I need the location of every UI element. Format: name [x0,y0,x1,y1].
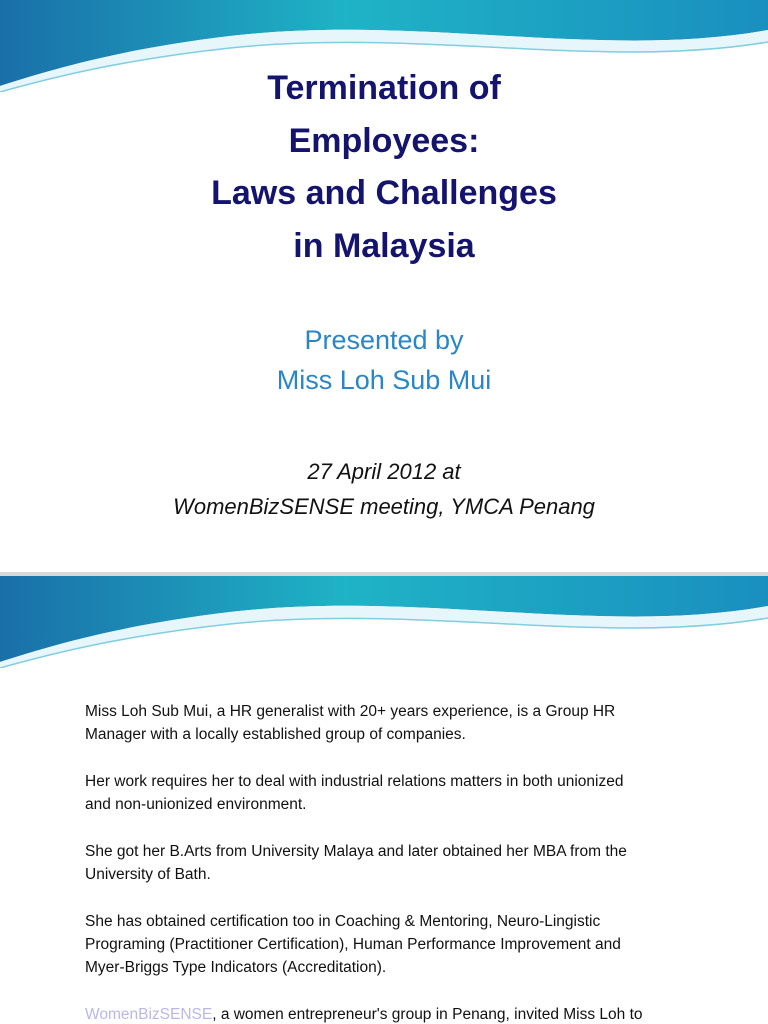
presentation-title [0,62,768,272]
event-date: 27 April 2012 at [307,459,461,484]
title-line: Laws and Challenges [211,174,557,212]
bio-line: Miss Loh Sub Mui, a HR generalist with 20+ years experience, is a Group HR [85,703,616,720]
bio-text [85,700,725,1024]
bio-line: Myer-Briggs Type Indicators (Accreditation). [85,959,387,976]
event-block [0,454,768,524]
bio-line: Her work requires her to deal with industrial relations matters in both unionized [85,773,624,790]
womenbizsense-link[interactable]: WomenBizSENSE [85,1006,213,1023]
presenter-block [0,320,768,400]
title-line: Termination of [267,69,501,107]
bio-line: and non-unionized environment. [85,796,307,813]
bio-paragraph [85,840,725,886]
wave-banner [0,576,768,668]
bio-paragraph [85,910,725,979]
presented-by-label: Presented by [304,325,464,355]
bio-line: , a women entrepreneur's group in Penang, invited Miss Loh to [212,1006,643,1023]
bio-line: Manager with a locally established group of companies. [85,726,466,743]
bio-slide [0,576,768,1024]
event-venue: WomenBizSENSE meeting, YMCA Penang [173,494,595,519]
presenter-name: Miss Loh Sub Mui [276,365,492,395]
bio-line: She got her B.Arts from University Malaya and later obtained her MBA from the [85,843,627,860]
bio-paragraph [85,1003,725,1024]
bio-line: She has obtained certification too in Coaching & Mentoring, Neuro-Lingistic [85,913,601,930]
bio-line: Programing (Practitioner Certification), Human Performance Improvement and [85,936,621,953]
bio-line: University of Bath. [85,866,211,883]
title-line: Employees: [288,121,480,160]
bio-paragraph [85,700,725,746]
title-line: in Malaysia [293,226,475,265]
bio-paragraph [85,770,725,816]
